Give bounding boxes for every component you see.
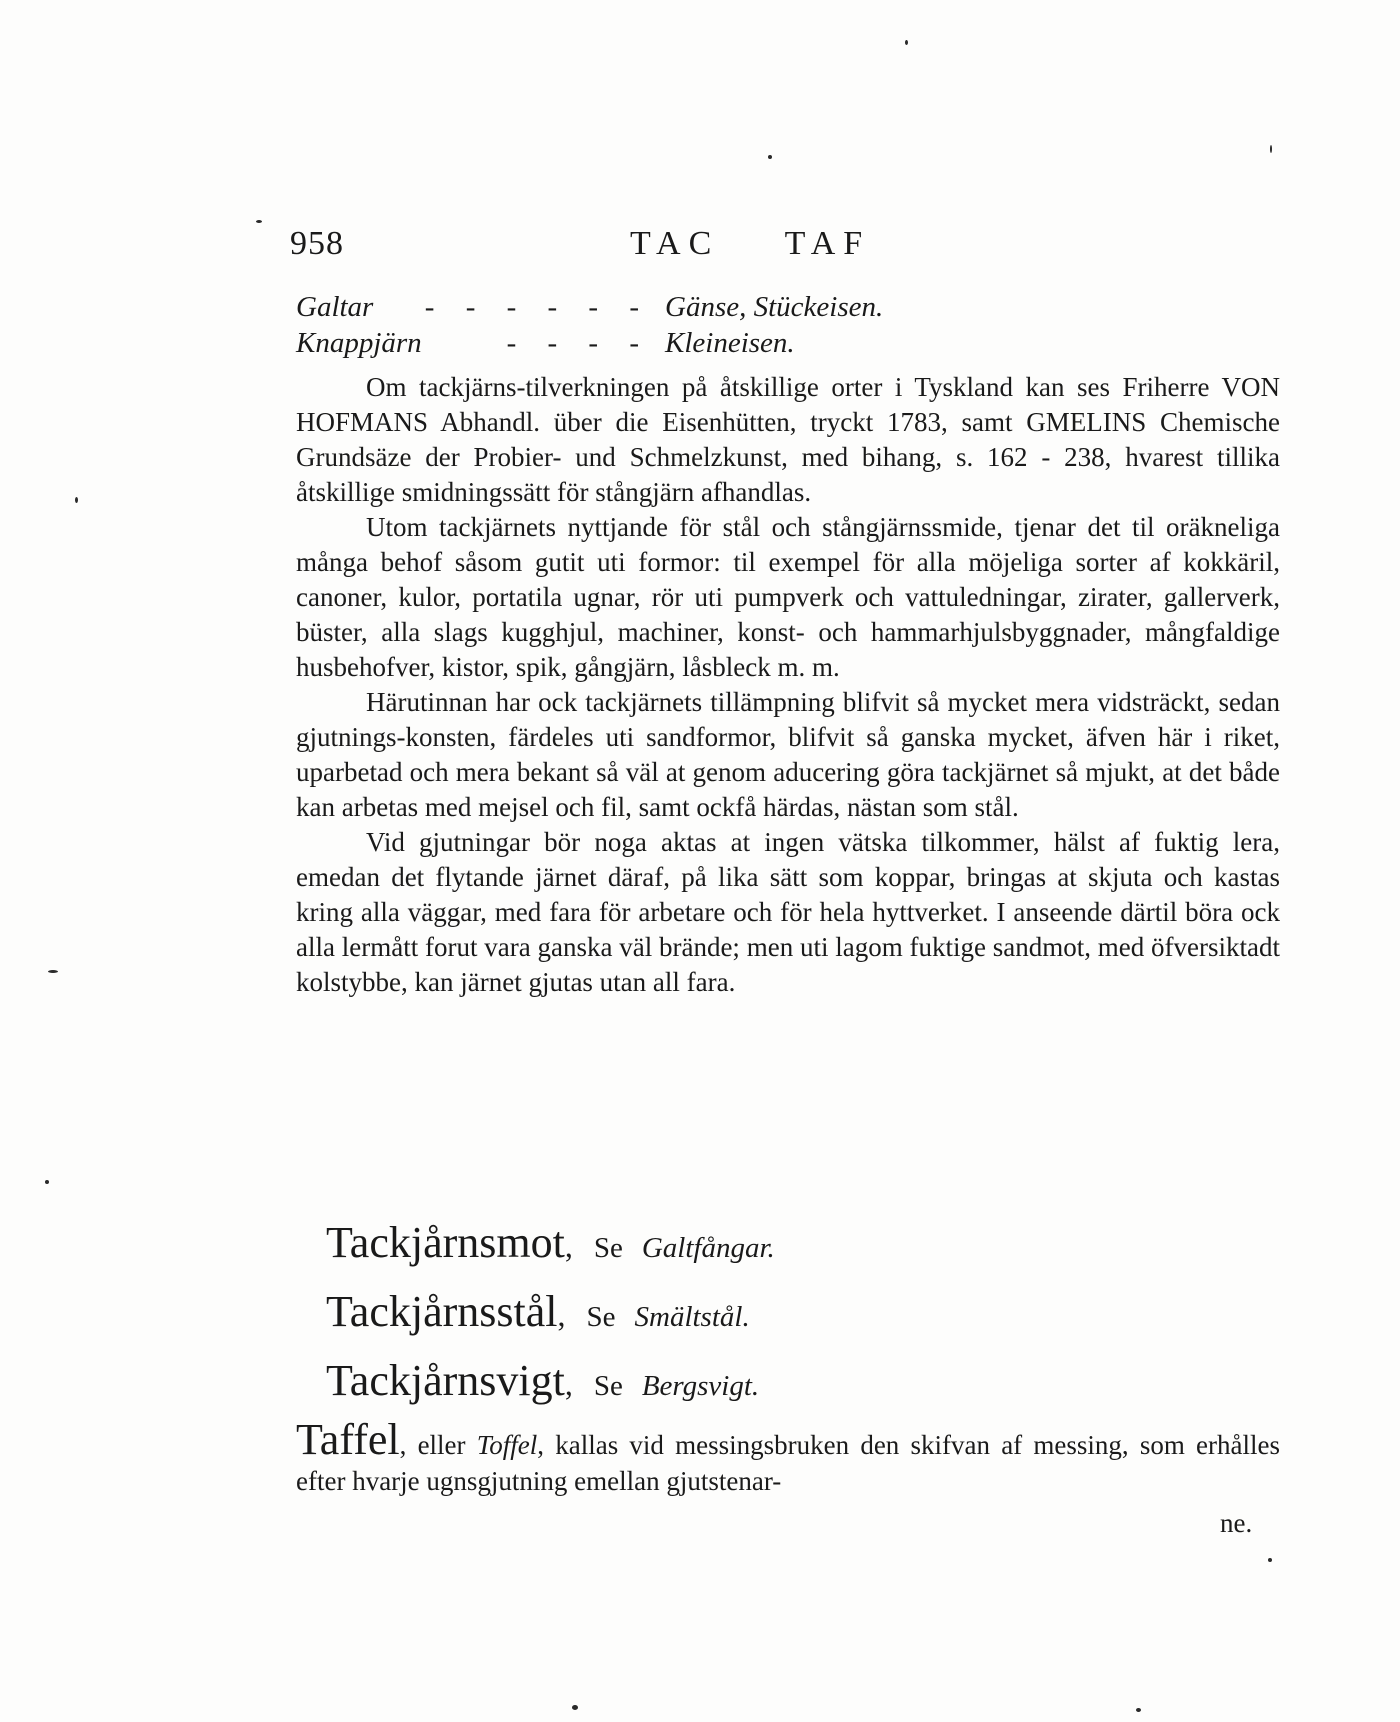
see-label: Se (593, 1232, 623, 1264)
scan-speck (256, 220, 262, 223)
glossary-dashes: - - - - (506, 327, 651, 359)
entry-headword: Tackjårnsmot (326, 1218, 565, 1267)
see-target: Smältstål. (634, 1301, 750, 1333)
dictionary-entry (326, 1354, 759, 1413)
paragraph: Om tackjärns-tilverkningen på åtskillige orter i Tyskland kan ses Friherre VON HOFMANS Abhandl. über die Eisenhütten, tryckt 1783, samt GMELINS Chemische Grundsäze der Probier- und Schmelzkunst, med bihang, s. 162 - 238, hvarest tillika åtskillige smidningssätt för stångjärn afhandlas. (296, 372, 1280, 507)
entry-separator: , (557, 1297, 566, 1333)
page-number: 958 (290, 225, 344, 262)
entry-headword: Tackjårnsvigt (326, 1356, 565, 1405)
entry-separator: , (564, 1228, 573, 1264)
glossary-equivalent: Kleineisen. (665, 327, 795, 359)
entry-separator: , (564, 1366, 573, 1402)
page-header (290, 225, 1280, 275)
glossary-term: Galtar (296, 291, 374, 323)
see-label: Se (586, 1301, 616, 1333)
entry-text: , kallas vid messingsbruken den skifvan af messing, som erhålles efter hvarje ugnsgjutning emellan gjutstenar- (296, 1430, 1281, 1496)
entry-text: , eller (399, 1430, 466, 1460)
see-label: Se (593, 1370, 623, 1402)
glossary-equivalent: Gänse, Stückeisen. (665, 291, 884, 323)
body-text (296, 290, 1280, 1000)
scan-speck (1270, 145, 1272, 153)
entry-headword: Tackjårnsstål (326, 1287, 558, 1336)
dictionary-entry (326, 1285, 750, 1344)
scan-speck (75, 497, 78, 503)
paragraph: Utom tackjärnets nyttjande för stål och stångjärnssmide, tjenar det til oräkneliga många behof såsom gutit uti formor: til exempel för alla möjeliga sorter af kokkäril, canoner, kulor, portatila ugnar, rör uti pumpverk och vattuledningar, zirater, gallerverk, büster, alla slags kugghjul, machiner, konst- och hammarhjulsbyggnader, mångfaldige husbehofver, kistor, spik, gångjärn, låsbleck m. m. (296, 512, 1280, 682)
scan-speck (572, 1705, 578, 1710)
scan-speck (1268, 1558, 1272, 1562)
glossary-term: Knappjärn (296, 327, 422, 359)
dictionary-entry-taffel (296, 1415, 1281, 1499)
glossary-row (296, 290, 1280, 326)
dictionary-entry (326, 1216, 775, 1275)
paragraph: Härutinnan har ock tackjärnets tillämpning blifvit så mycket mera vidsträckt, sedan gjutnings-konsten, färdeles uti sandformor, blifvit så ganska mycket, äfven här i riket, uparbetad och mera bekant så väl at genom aducering göra tackjärnet så mjukt, at det både kan arbetas med mejsel och fil, samt ockfå härdas, nästan som stål. (296, 687, 1280, 822)
scan-speck (1136, 1708, 1141, 1712)
alternate-term: Toffel (476, 1430, 538, 1460)
running-head: TAC TAF (630, 225, 871, 262)
scan-speck (45, 1180, 49, 1184)
scan-speck (768, 155, 772, 159)
catchword: ne. (1220, 1508, 1253, 1538)
see-target: Galtfångar. (641, 1232, 775, 1264)
scan-speck (48, 970, 58, 973)
glossary-dashes: - - - - - - (424, 291, 651, 323)
see-target: Bergsvigt. (641, 1370, 760, 1402)
entry-headword: Taffel (296, 1415, 400, 1464)
scan-speck (905, 40, 908, 45)
paragraph: Vid gjutningar bör noga aktas at ingen vätska tilkommer, hälst af fuktig lera, emedan det flytande järnet däraf, på lika sätt som koppar, bringas at skjuta och kastas kring alla väggar, med fara för arbetare och för hela hyttverket. I anseende därtil böra ock alla lermått forut vara ganska väl brände; men uti lagom fuktige sandmot, med öfversiktadt kolstybbe, kan järnet gjutas utan all fara. (296, 827, 1280, 997)
glossary-row (296, 326, 1280, 362)
